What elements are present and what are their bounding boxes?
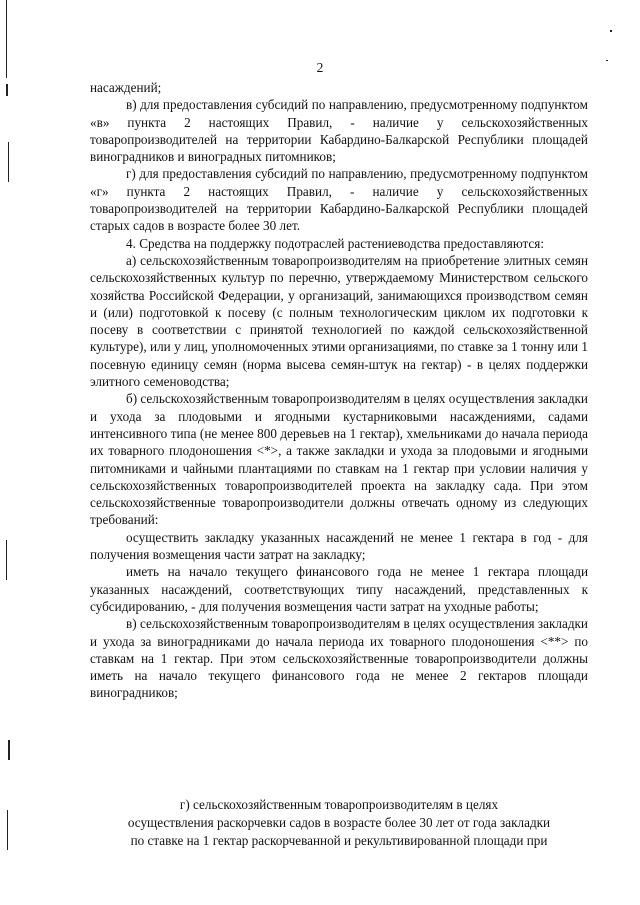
- paragraph: б) сельскохозяйственным товаропроизводителям в целях осуществления закладки и ухода за плодовыми и ягодными кустарниковыми насаждениями, садами интенсивного типа (не менее 800 деревьев на 1 гектар), хмельниками до начала периода их товарного плодоношения <*>, а также закладки и ухода за плодовыми и ягодными питомниками и чайными плантациями по ставкам на 1 гектар при условии наличия у сельскохозяйственных товаропроизводителей проекта на закладку сада. При этом сельскохозяйственные товаропроизводители должны отвечать одному из следующих требований:: [90, 391, 588, 528]
- paragraph: г) для предоставления субсидий по направлению, предусмотренному подпунктом «г» пункта 2 настоящих Правил, - наличие у сельскохозяйственных товаропроизводителей на территории Кабардино-Балкарской Республики площадей старых садов в возрасте более 30 лет.: [90, 166, 588, 234]
- page-number: 2: [316, 60, 324, 75]
- paragraph: иметь на начало текущего финансового года не менее 1 гектара площади указанных насаждений, соответствующих типу насаждений, представленных к субсидированию, - для получения возмещения части затрат на уходные работы;: [90, 564, 588, 614]
- scan-mark: [610, 30, 612, 32]
- scan-mark: [8, 740, 10, 760]
- scan-mark: [8, 142, 9, 182]
- scan-mark: [7, 810, 8, 850]
- paragraph: 4. Средства на поддержку подотраслей растениеводства предоставляются:: [126, 235, 545, 251]
- final-line: г) сельскохозяйственным товаропроизводителям в целях: [179, 797, 499, 812]
- paragraph: в) сельскохозяйственным товаропроизводителям в целях осуществления закладки и ухода за виноградниками до начала периода их товарного плодоношения <**> по ставкам на 1 гектар. При этом сельскохозяйственные товаропроизводители должны иметь на начало текущего финансового года не менее 2 гектаров площади виноградников;: [90, 616, 588, 701]
- scan-mark: [6, 540, 7, 580]
- body-text: [90, 79, 588, 702]
- final-paragraph: [90, 796, 588, 849]
- final-line: осуществления раскорчевки садов в возрасте более 30 лет от года закладки: [127, 814, 551, 830]
- scan-mark: [6, 84, 8, 96]
- paragraph: насаждений;: [90, 80, 162, 95]
- final-line: по ставке на 1 гектар раскорчеванной и рекультивированной площади при: [130, 832, 548, 848]
- paragraph: осуществить закладку указанных насаждений не менее 1 гектара в год - для получения возмещения части затрат на закладку;: [90, 529, 588, 563]
- paragraph: а) сельскохозяйственным товаропроизводителям на приобретение элитных семян сельскохозяйственных культур по перечню, утверждаемому Министерством сельского хозяйства Российской Федерации, у организаций, занимающихся производством семян и (или) подготовкой к посеву (с полным технологическим циклом их подготовки к посеву в соответствии с принятой технологией по каждой сельскохозяйственной культуре), или у лиц, уполномоченных этими организациями, по ставке за 1 тонну или 1 посевную единицу семян (норма высева семян-штук на гектар) - в целях поддержки элитного семеноводства;: [90, 252, 588, 390]
- paragraph: в) для предоставления субсидий по направлению, предусмотренному подпунктом «в» пункта 2 настоящих Правил, - наличие у сельскохозяйственных товаропроизводителей на территории Кабардино-Балкарской Республики площадей виноградников и виноградных питомников;: [90, 97, 588, 165]
